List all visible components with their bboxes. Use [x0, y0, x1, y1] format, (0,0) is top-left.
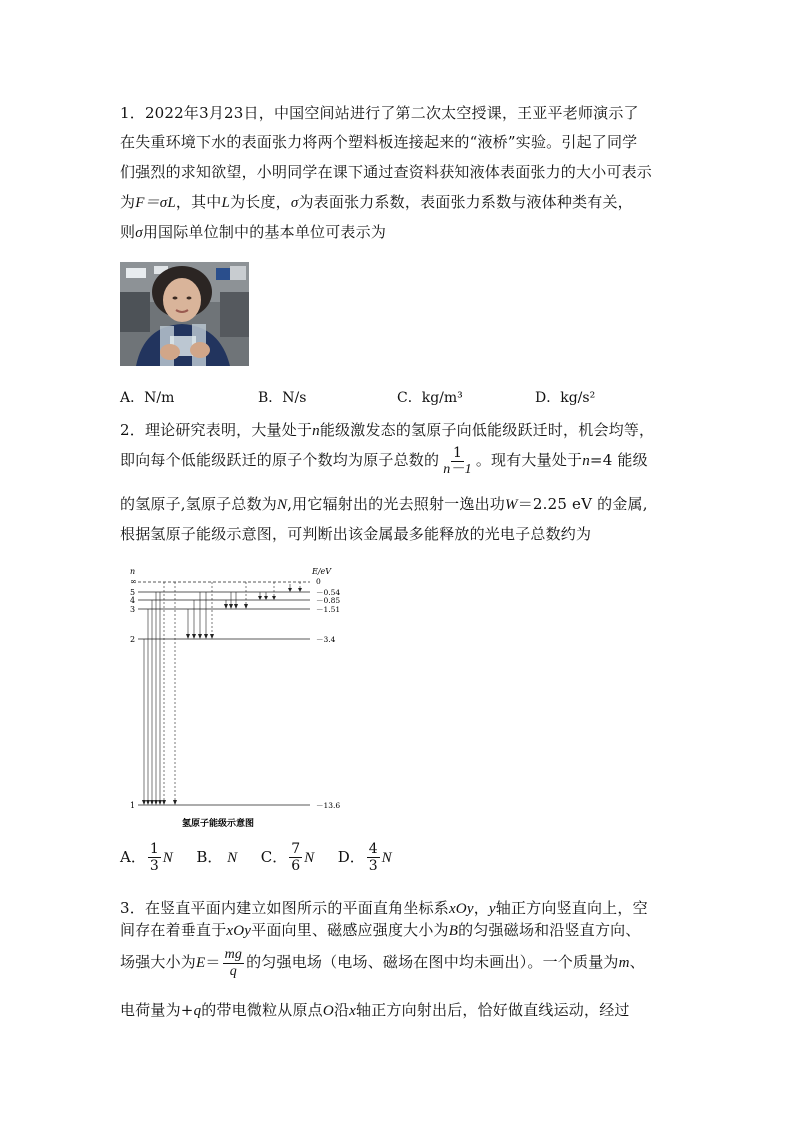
q1-option-d[interactable]: D．kg/s²: [535, 390, 596, 406]
variable-E: E: [196, 955, 206, 971]
q2-line-2: [120, 443, 648, 478]
q3-line-4: [120, 1000, 630, 1021]
text: ，其中: [175, 193, 222, 211]
fraction-numerator: 7: [291, 841, 301, 857]
variable-B: B: [448, 923, 459, 939]
level-e-label-inf: 0: [316, 577, 321, 586]
variable-sigma: σ: [135, 225, 143, 241]
q2-line-1: [120, 420, 654, 441]
fraction-numerator: mg: [224, 946, 243, 962]
text: 电荷量为+: [120, 1001, 194, 1019]
variable-xoy: xOy: [226, 923, 252, 939]
q1-line-5: [120, 222, 386, 243]
option-letter: D．: [337, 847, 365, 866]
fraction-denominator: q: [229, 963, 237, 979]
option-fraction: [148, 841, 161, 874]
level-n-label-5: 5: [130, 588, 136, 597]
option-variable: N: [227, 849, 238, 866]
variable-n: n: [312, 423, 320, 439]
fraction-numerator: 4: [368, 841, 378, 857]
transitions-to-n1: [144, 582, 175, 803]
text: 为: [120, 193, 136, 211]
q1-option-a[interactable]: A．N/m: [120, 390, 175, 406]
level-n-label-2: 2: [130, 635, 136, 644]
text: 轴正方向竖直向上，空: [495, 899, 648, 917]
text: 能级激发态的氢原子向低能级跃迁时，机会均等，: [319, 421, 655, 439]
text: 。现有大量处于: [475, 451, 583, 469]
text: 平面向里、磁感应强度大小为: [251, 921, 449, 939]
option-letter: C．: [260, 847, 288, 866]
fraction-denominator: n－1: [443, 461, 472, 477]
diagram-caption: 氢原子能级示意图: [182, 819, 255, 829]
arrowheads-n5: [288, 588, 302, 592]
text: 用国际单位制中的基本单位可表示为: [142, 223, 387, 241]
q2-option-a[interactable]: [120, 841, 173, 874]
text: 轴正方向射出后，恰好做直线运动，经过: [356, 1001, 630, 1019]
q2-options-row: [120, 841, 392, 874]
text: ＝2.25 eV 的金属,: [517, 495, 648, 513]
variable-m: m: [618, 955, 630, 971]
variable-sigma: σ: [290, 195, 299, 211]
text: 为表面张力系数，表面张力系数与液体种类有关，: [298, 193, 633, 211]
level-e-label-3: －1.51: [316, 605, 341, 614]
axis-label-energy: E/eV: [312, 567, 332, 576]
level-n-label-4: 4: [130, 596, 136, 605]
variable-W: W: [504, 497, 518, 513]
transitions-to-n4: [260, 582, 274, 598]
fraction-1-over-n-1: [441, 445, 474, 478]
variable-L: L: [221, 195, 231, 211]
option-variable: N: [162, 849, 173, 866]
transitions-to-n3: [226, 582, 246, 607]
option-letter: A．: [120, 847, 146, 866]
fraction-numerator: 1: [149, 841, 159, 857]
text: 的带电微粒从原点: [201, 1001, 323, 1019]
text: 则: [120, 223, 136, 241]
text: 即向每个低能级跃迁的原子个数均为原子总数的: [120, 451, 440, 469]
variable-y: y: [488, 901, 496, 917]
q1-line-4: [120, 192, 633, 213]
hydrogen-energy-level-diagram: [120, 562, 360, 832]
transitions-to-n2: [188, 582, 212, 637]
text: 场强大小为: [120, 953, 197, 971]
text: 的匀强电场（电场、磁场在图中均未画出）。一个质量为: [246, 953, 619, 971]
level-e-label-5: －0.54: [316, 588, 341, 597]
axis-label-n: n: [130, 567, 136, 576]
arrowheads-n2: [186, 634, 214, 639]
variable-xoy: xOy: [448, 901, 474, 917]
variable-N: N: [276, 497, 288, 513]
q2-line-4: 根据氢原子能级示意图，可判断出该金属最多能释放的光电子总数约为: [120, 525, 592, 543]
text: 沿: [333, 1001, 350, 1019]
surface-tension-formula: F＝σL: [135, 195, 176, 211]
fraction-denominator: 6: [291, 858, 301, 874]
text: =4 能级: [589, 451, 648, 469]
q3-line-1: [120, 898, 648, 919]
variable-q: q: [193, 1003, 202, 1019]
option-fraction: [367, 841, 380, 874]
q3-line-2: [120, 920, 641, 941]
liquid-bridge-photo: [120, 262, 249, 366]
fraction-mg-over-q: [223, 947, 245, 980]
arrowheads-n1: [142, 800, 177, 805]
level-n-label-3: 3: [130, 605, 136, 614]
q1-line-2: 在失重环境下水的表面张力将两个塑料板连接起来的“液桥”实验。引起了同学: [120, 133, 638, 151]
level-n-label-inf: ∞: [130, 577, 137, 586]
q3-line-3: [120, 945, 645, 980]
q1-option-c[interactable]: C．kg/m³: [397, 390, 463, 406]
variable-n: n: [582, 453, 590, 469]
option-letter: B．: [196, 847, 223, 866]
variable-x: x: [349, 1003, 356, 1019]
text: 间存在着垂直于: [120, 921, 227, 939]
level-e-label-4: －0.85: [316, 596, 341, 605]
q1-line-1: 1．2022年3月23日，中国空间站进行了第二次太空授课，王亚平老师演示了: [120, 104, 639, 122]
text: ,用它辐射出的光去照射一逸出功: [287, 495, 505, 513]
q2-line-3: [120, 494, 648, 515]
q2-option-b[interactable]: [196, 848, 237, 866]
fraction-denominator: 3: [368, 858, 378, 874]
option-variable: N: [381, 849, 392, 866]
text: 的氢原子,氢原子总数为: [120, 495, 277, 513]
q1-line-3: 们强烈的求知欲望，小明同学在课下通过查资料获知液体表面张力的大小可表示: [120, 163, 653, 181]
option-variable: N: [304, 849, 315, 866]
fraction-numerator: 1: [452, 444, 463, 461]
level-n-label-1: 1: [130, 801, 136, 810]
text: ，: [473, 899, 489, 917]
text: ＝: [205, 953, 221, 971]
level-e-label-1: －13.6: [316, 801, 341, 810]
text: 为长度，: [230, 193, 291, 211]
text: 2．理论研究表明，大量处于: [120, 421, 313, 439]
level-e-label-2: －3.4: [316, 635, 336, 644]
q2-option-d[interactable]: [337, 841, 392, 874]
text: 、: [629, 953, 645, 971]
text: 的匀强磁场和沿竖直方向、: [458, 921, 641, 939]
arrowheads-n4: [258, 596, 276, 600]
q2-option-c[interactable]: [260, 841, 315, 874]
option-fraction: [289, 841, 302, 874]
arrowheads-n3: [224, 604, 248, 609]
text: 3．在竖直平面内建立如图所示的平面直角坐标系: [120, 899, 449, 917]
variable-O: O: [322, 1003, 334, 1019]
q1-option-b[interactable]: B．N/s: [258, 390, 307, 406]
fraction-denominator: 3: [149, 858, 159, 874]
